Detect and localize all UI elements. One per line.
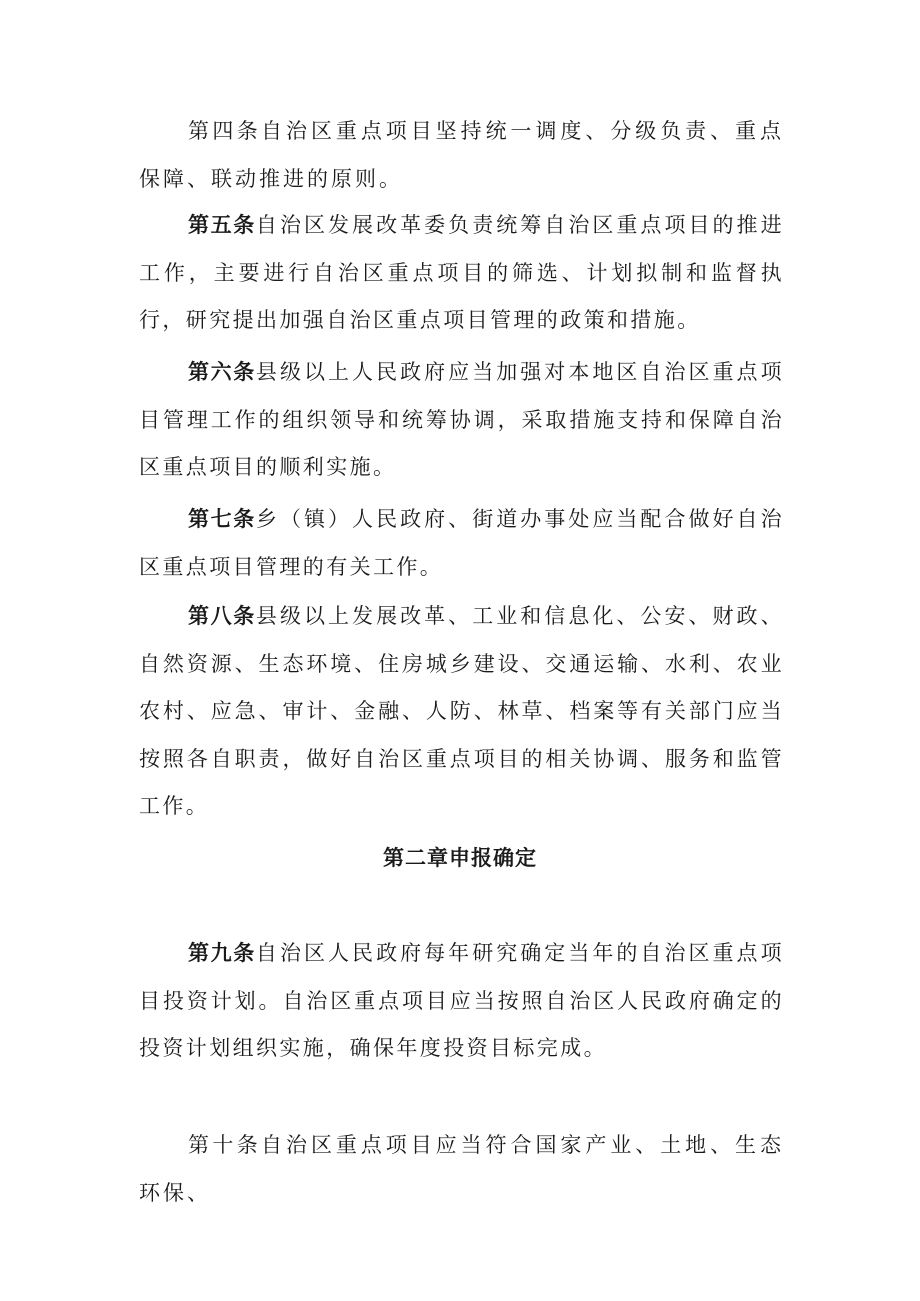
article-text: 自治区重点项目应当符合国家产业、土地、生态环保、 [139,1133,784,1205]
article-4 [139,108,784,203]
article-number: 第十条 [188,1133,262,1157]
article-text: 自治区重点项目坚持统一调度、分级负责、重点保障、联动推进的原则。 [139,119,784,191]
article-7 [139,496,784,591]
article-text: 县级以上发展改革、工业和信息化、公安、财政、自然资源、生态环境、住房城乡建设、交通运输、水利、农业农村、应急、审计、金融、人防、林草、档案等有关部门应当按照各自职责，做好自治区重点项目的相关协调、服务和监管工作。 [139,604,784,818]
article-text: 县级以上人民政府应当加强对本地区自治区重点项目管理工作的组织领导和统筹协调，采取措施支持和保障自治区重点项目的顺利实施。 [139,360,784,479]
article-8 [139,593,784,831]
chapter-title: 第二章申报确定 [383,846,537,870]
article-10 [139,1122,784,1217]
article-number: 第八条 [188,604,256,628]
article-number: 第九条 [188,941,256,965]
article-text: 乡（镇）人民政府、街道办事处应当配合做好自治区重点项目管理的有关工作。 [139,507,784,579]
article-9 [139,930,784,1073]
article-text: 自治区人民政府每年研究确定当年的自治区重点项目投资计划。自治区重点项目应当按照自治区人民政府确定的投资计划组织实施，确保年度投资目标完成。 [139,941,784,1060]
article-number: 第五条 [188,213,256,237]
article-5 [139,202,784,345]
article-number: 第六条 [188,360,256,384]
article-number: 第四条 [188,119,262,143]
article-6 [139,349,784,492]
article-text: 自治区发展改革委负责统筹自治区重点项目的推进工作，主要进行自治区重点项目的筛选、计划拟制和监督执行，研究提出加强自治区重点项目管理的政策和措施。 [139,213,784,332]
article-number: 第七条 [188,507,256,531]
